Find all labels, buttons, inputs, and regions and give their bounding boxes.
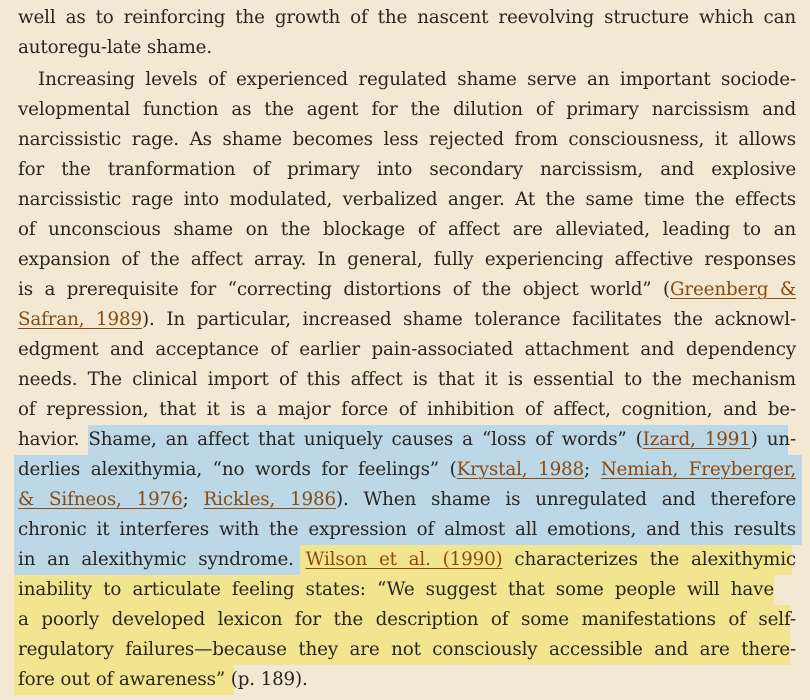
text-line: of unconscious shame on the blockage of affect are alleviated, leading to an bbox=[18, 219, 796, 240]
text-segment: is a prerequisite for “correcting distortions of the object world” ( bbox=[18, 279, 670, 300]
citation-link-krystal[interactable]: Krystal, 1988 bbox=[456, 459, 585, 480]
citation-link-greenberg-safran[interactable]: Safran, 1989 bbox=[18, 309, 142, 330]
citation-link-nemiah[interactable]: & Sifneos, 1976 bbox=[18, 489, 183, 510]
text-line bbox=[18, 665, 796, 695]
text-segment: ). When shame is unregulated and therefore bbox=[335, 489, 797, 510]
text-segment: ) un- bbox=[750, 429, 796, 450]
text-line bbox=[18, 305, 796, 335]
text-segment: ; bbox=[584, 459, 601, 480]
text-line: inability to articulate feeling states: “We suggest that some people will have bbox=[18, 579, 774, 600]
text-segment: derlies alexithymia, “no words for feelings” ( bbox=[18, 459, 457, 480]
text-line bbox=[18, 425, 796, 455]
text-line: of repression, that it is a major force of inhibition of affect, cognition, and be- bbox=[18, 399, 796, 420]
text-line: chronic it interferes with the expression of almost all emotions, and this results bbox=[18, 519, 796, 540]
text-line: regulatory failures—because they are not consciously accessible and are there- bbox=[18, 639, 796, 660]
citation-link-rickles[interactable]: Rickles, 1986 bbox=[203, 489, 336, 510]
text-line: narcissistic rage. As shame becomes less rejected from consciousness, it allows bbox=[18, 129, 796, 150]
text-line: a poorly developed lexicon for the description of some manifestations of self- bbox=[18, 609, 796, 630]
text-line: narcissistic rage into modulated, verbalized anger. At the same time the effects bbox=[18, 189, 796, 210]
citation-link-greenberg-safran[interactable]: Greenberg & bbox=[669, 279, 796, 300]
text-segment: characterizes the alexithymic bbox=[502, 549, 796, 570]
citation-link-wilson[interactable]: Wilson et al. (1990) bbox=[305, 549, 503, 570]
text-segment: ). In particular, increased shame tolerance facilitates the acknowl- bbox=[141, 309, 796, 330]
text-line: for the tranformation of primary into secondary narcissism, and explosive bbox=[18, 159, 796, 180]
text-segment: havior. bbox=[18, 429, 89, 450]
text-segment: fore out of awareness” bbox=[18, 669, 226, 690]
text-line: needs. The clinical import of this affect is that it is essential to the mechanism bbox=[18, 369, 796, 390]
text-line bbox=[18, 485, 796, 515]
text-line: expansion of the affect array. In general, fully experiencing affective responses bbox=[18, 249, 796, 270]
text-line: autoregu-late shame. bbox=[18, 37, 212, 58]
text-line bbox=[18, 275, 796, 305]
text-segment: (p. 189). bbox=[225, 669, 308, 690]
text-line: velopmental function as the agent for the dilution of primary narcissism and bbox=[18, 99, 796, 120]
text-line bbox=[18, 545, 796, 575]
citation-link-izard[interactable]: Izard, 1991 bbox=[642, 429, 751, 450]
text-segment: Shame, an affect that uniquely causes a “loss of words” ( bbox=[88, 429, 643, 450]
text-line: well as to reinforcing the growth of the nascent reevolving structure which can bbox=[18, 7, 796, 28]
text-segment: ; bbox=[182, 489, 204, 510]
text-line: edgment and acceptance of earlier pain-associated attachment and dependency bbox=[18, 339, 796, 360]
text-segment: in an alexithymic syndrome. bbox=[18, 549, 306, 570]
text-line: Increasing levels of experienced regulated shame serve an important sociode- bbox=[38, 69, 796, 90]
citation-link-nemiah[interactable]: Nemiah, Freyberger, bbox=[600, 459, 797, 480]
text-line bbox=[18, 455, 796, 485]
